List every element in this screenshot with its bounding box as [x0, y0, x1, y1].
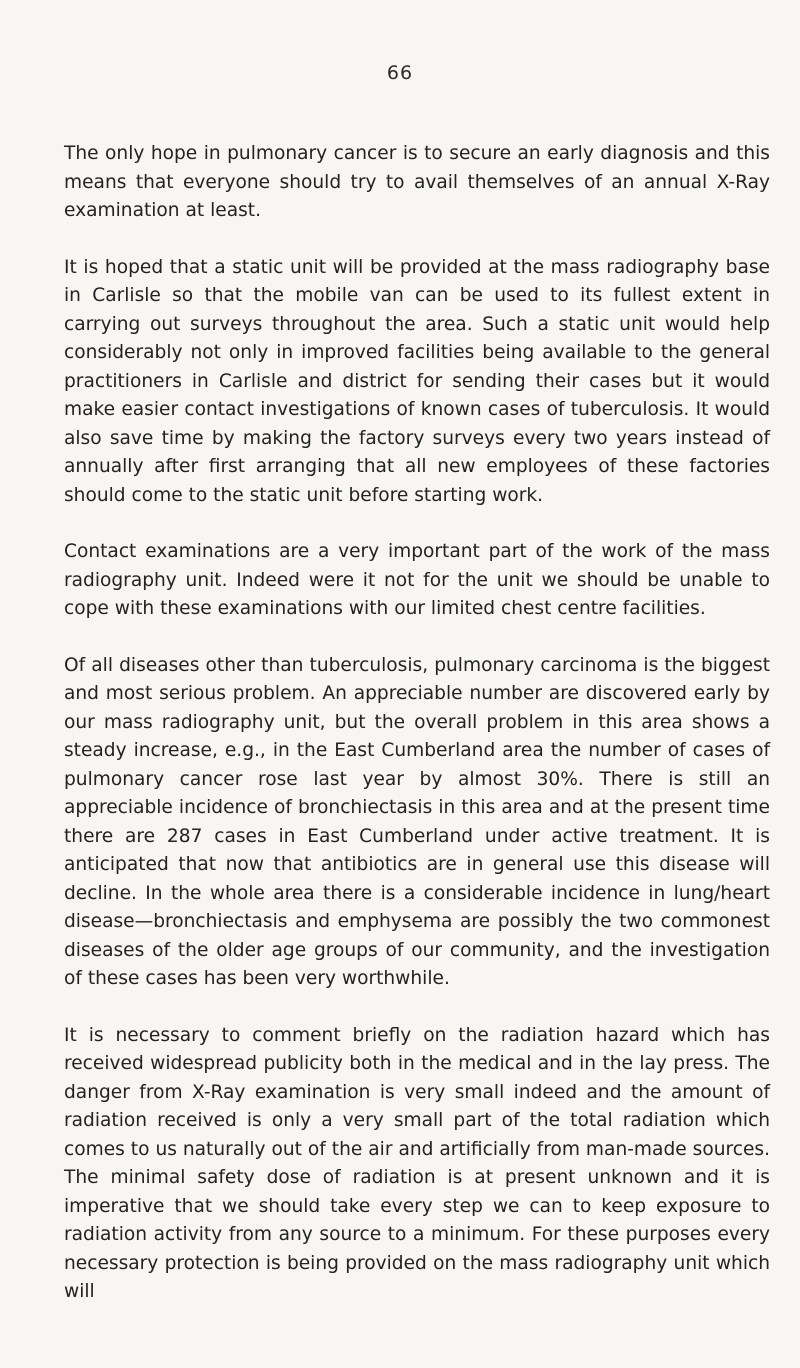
paragraph-early-diagnosis: The only hope in pulmonary cancer is to secure an early diagnosis and this means that everyone should try to avail themselves of an annual X-Ray examination at least. [64, 143, 770, 221]
paragraph-contact-examinations: Contact examinations are a very important part of the work of the mass radiography unit. Indeed were it not for the unit we should be unable to cope with these examinations with our limited chest centre facilities. [64, 541, 770, 619]
paragraph-static-unit: It is hoped that a static unit will be provided at the mass radiography base in Carlisle so that the mobile van can be used to its fullest extent in carrying out surveys throughout the area. Such a static unit would help considerably not only in improved facilities being available to the general practitioners in Carlisle and district for sending their cases but it would make easier contact investigations of known cases of tuberculosis. It would also save time by making the factory surveys every two years instead of annually after first arranging that all new employees of these factories should come to the static unit before starting work. [64, 256, 770, 506]
paragraph-radiation-hazard: It is necessary to comment briefly on the radiation hazard which has received widespread publicity both in the medical and in the lay press. The danger from X-Ray examination is very small indeed and the amount of radiation received is only a very small part of the total radiation which comes to us naturally out of the air and artificially from man-made sources. The minimal safety dose of radiation is at present unknown and it is imperative that we should take every step we can to keep exposure to radiation activity from any source to a minimum. For these purposes every necessary protection is being provided on the mass radiography unit which will [64, 1024, 770, 1302]
page-number: 66 [386, 62, 414, 84]
body-text [64, 140, 770, 1307]
paragraph-pulmonary-carcinoma: Of all diseases other than tuberculosis, pulmonary carcinoma is the biggest and most serious problem. An appreciable number are discovered early by our mass radiography unit, but the overall problem in this area shows a steady increase, e.g., in the East Cumberland area the number of cases of pulmonary cancer rose last year by almost 30%. There is still an appreciable incidence of bronchiectasis in this area and at the present time there are 287 cases in East Cumberland under active treatment. It is anticipated that now that antibiotics are in general use this disease will decline. In the whole area there is a considerable incidence in lung/heart disease—bronchiectasis and emphysema are possibly the two commonest diseases of the older age groups of our community, and the investigation of these cases has been very worthwhile. [64, 654, 770, 989]
